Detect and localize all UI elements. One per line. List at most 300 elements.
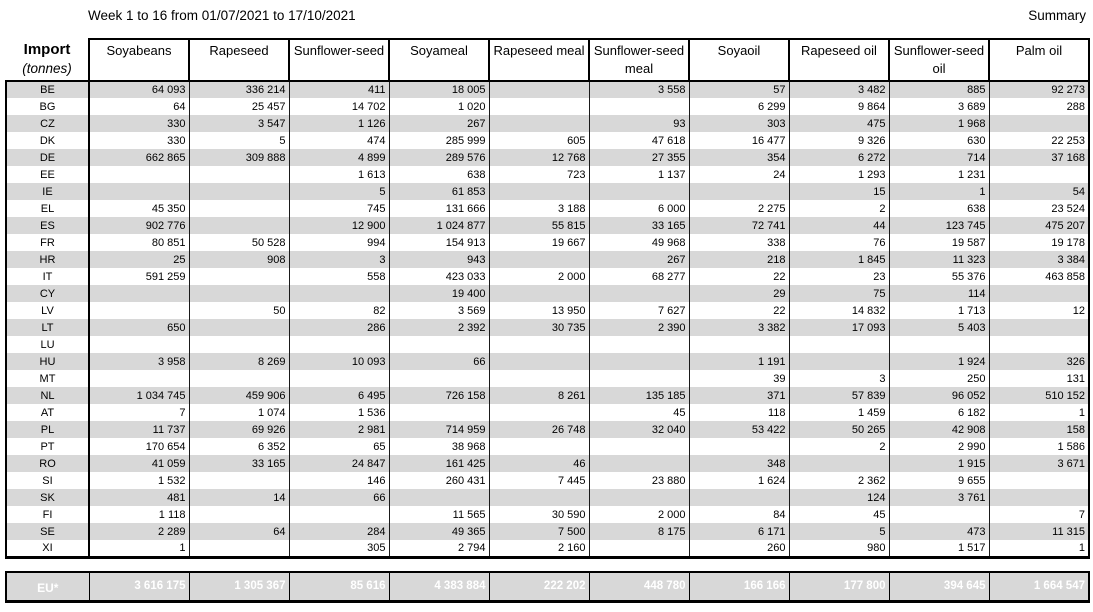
table-row [6, 489, 1089, 506]
value-cell: 75 [789, 285, 889, 302]
table-row [6, 387, 1089, 404]
value-cell: 38 968 [389, 438, 489, 455]
value-cell [589, 336, 689, 353]
table-row [6, 234, 1089, 251]
value-cell: 25 [89, 251, 189, 268]
value-cell: 39 [689, 370, 789, 387]
value-cell: 154 913 [389, 234, 489, 251]
value-cell: 1 586 [989, 438, 1089, 455]
value-cell: 7 [989, 506, 1089, 523]
value-cell: 6 495 [289, 387, 389, 404]
table-row [6, 302, 1089, 319]
value-cell: 76 [789, 234, 889, 251]
value-cell: 15 [789, 183, 889, 200]
value-cell [989, 472, 1089, 489]
value-cell: 630 [889, 132, 989, 149]
value-cell: 1 074 [189, 404, 289, 421]
table-row [6, 98, 1089, 115]
value-cell: 12 768 [489, 149, 589, 166]
value-cell: 2 275 [689, 200, 789, 217]
value-cell: 4 899 [289, 149, 389, 166]
value-cell: 714 [889, 149, 989, 166]
value-cell: 267 [589, 251, 689, 268]
value-cell: 72 741 [689, 217, 789, 234]
value-cell [389, 489, 489, 506]
value-cell: 1 020 [389, 98, 489, 115]
value-cell [189, 370, 289, 387]
value-cell: 80 851 [89, 234, 189, 251]
value-cell: 8 175 [589, 523, 689, 540]
value-cell: 309 888 [189, 149, 289, 166]
value-cell: 330 [89, 115, 189, 132]
country-cell: PT [6, 438, 89, 455]
value-cell: 9 864 [789, 98, 889, 115]
eu-total-value-cell: 222 202 [489, 572, 589, 602]
value-cell: 7 [89, 404, 189, 421]
value-cell [589, 285, 689, 302]
value-cell [789, 336, 889, 353]
table-row [6, 506, 1089, 523]
country-cell: CZ [6, 115, 89, 132]
eu-total-value-cell: 448 780 [589, 572, 689, 602]
value-cell [989, 319, 1089, 336]
value-cell [89, 336, 189, 353]
value-cell: 289 576 [389, 149, 489, 166]
value-cell: 131 666 [389, 200, 489, 217]
value-cell [89, 166, 189, 183]
value-cell: 2 [789, 438, 889, 455]
eu-total-value-cell: 4 383 884 [389, 572, 489, 602]
value-cell: 994 [289, 234, 389, 251]
column-header: Soyaoil [689, 39, 789, 81]
table-row [6, 421, 1089, 438]
value-cell: 64 [189, 523, 289, 540]
value-cell [189, 472, 289, 489]
value-cell: 11 315 [989, 523, 1089, 540]
value-cell: 24 [689, 166, 789, 183]
value-cell: 286 [289, 319, 389, 336]
value-cell: 50 528 [189, 234, 289, 251]
value-cell [289, 506, 389, 523]
country-cell: RO [6, 455, 89, 472]
value-cell: 6 299 [689, 98, 789, 115]
value-cell: 13 950 [489, 302, 589, 319]
table-row [6, 251, 1089, 268]
country-cell: LU [6, 336, 89, 353]
value-cell: 61 853 [389, 183, 489, 200]
value-cell: 47 618 [589, 132, 689, 149]
value-cell: 1 231 [889, 166, 989, 183]
value-cell [189, 336, 289, 353]
value-cell: 481 [89, 489, 189, 506]
table-row [6, 81, 1089, 98]
value-cell [689, 336, 789, 353]
value-cell: 5 [789, 523, 889, 540]
value-cell: 3 761 [889, 489, 989, 506]
value-cell: 68 277 [589, 268, 689, 285]
value-cell: 1 915 [889, 455, 989, 472]
value-cell: 885 [889, 81, 989, 98]
value-cell [89, 370, 189, 387]
value-cell [889, 336, 989, 353]
table-row [6, 540, 1089, 557]
value-cell: 348 [689, 455, 789, 472]
value-cell [389, 370, 489, 387]
value-cell: 11 323 [889, 251, 989, 268]
value-cell: 45 [589, 404, 689, 421]
eu-total-value-cell: 3 616 175 [89, 572, 189, 602]
column-header: Sunflower-seed meal [589, 39, 689, 81]
value-cell: 463 858 [989, 268, 1089, 285]
value-cell: 638 [389, 166, 489, 183]
value-cell: 19 178 [989, 234, 1089, 251]
value-cell: 662 865 [89, 149, 189, 166]
value-cell: 2 000 [489, 268, 589, 285]
eu-total-value-cell: 394 645 [889, 572, 989, 602]
value-cell: 6 171 [689, 523, 789, 540]
country-cell: XI [6, 540, 89, 557]
value-cell [989, 115, 1089, 132]
value-cell: 260 431 [389, 472, 489, 489]
value-cell: 2 392 [389, 319, 489, 336]
table-row [6, 523, 1089, 540]
value-cell: 6 272 [789, 149, 889, 166]
value-cell: 69 926 [189, 421, 289, 438]
country-cell: HR [6, 251, 89, 268]
eu-total-value-cell: 1 664 547 [989, 572, 1089, 602]
column-header: Rapeseed oil [789, 39, 889, 81]
value-cell [189, 506, 289, 523]
value-cell: 22 253 [989, 132, 1089, 149]
value-cell: 475 [789, 115, 889, 132]
value-cell: 473 [889, 523, 989, 540]
value-cell: 3 958 [89, 353, 189, 370]
value-cell [589, 183, 689, 200]
value-cell: 474 [289, 132, 389, 149]
value-cell: 745 [289, 200, 389, 217]
country-cell: SI [6, 472, 89, 489]
value-cell [189, 268, 289, 285]
value-cell [589, 370, 689, 387]
value-cell: 1 536 [289, 404, 389, 421]
value-cell: 2 794 [389, 540, 489, 557]
value-cell: 22 [689, 268, 789, 285]
value-cell: 26 748 [489, 421, 589, 438]
country-cell: LV [6, 302, 89, 319]
value-cell: 25 457 [189, 98, 289, 115]
value-cell [89, 302, 189, 319]
value-cell: 22 [689, 302, 789, 319]
import-summary-table [5, 38, 1090, 559]
table-row [6, 132, 1089, 149]
country-cell: PL [6, 421, 89, 438]
table-row [6, 217, 1089, 234]
value-cell: 57 839 [789, 387, 889, 404]
value-cell [189, 166, 289, 183]
country-cell: SK [6, 489, 89, 506]
value-cell: 53 422 [689, 421, 789, 438]
value-cell: 288 [989, 98, 1089, 115]
column-header: Sunflower-seed [289, 39, 389, 81]
value-cell: 44 [789, 217, 889, 234]
value-cell: 45 [789, 506, 889, 523]
value-cell: 1 293 [789, 166, 889, 183]
table-row [6, 353, 1089, 370]
value-cell: 371 [689, 387, 789, 404]
value-cell [989, 489, 1089, 506]
value-cell: 2 990 [889, 438, 989, 455]
value-cell: 96 052 [889, 387, 989, 404]
value-cell: 50 265 [789, 421, 889, 438]
value-cell: 1 [989, 404, 1089, 421]
value-cell: 338 [689, 234, 789, 251]
value-cell: 1 191 [689, 353, 789, 370]
value-cell: 123 745 [889, 217, 989, 234]
value-cell: 19 400 [389, 285, 489, 302]
value-cell [489, 404, 589, 421]
eu-total-label: EU* [6, 572, 89, 602]
value-cell: 423 033 [389, 268, 489, 285]
value-cell: 23 880 [589, 472, 689, 489]
value-cell: 5 [289, 183, 389, 200]
report-title: Week 1 to 16 from 01/07/2021 to 17/10/2021 [88, 8, 356, 23]
value-cell: 24 847 [289, 455, 389, 472]
value-cell: 330 [89, 132, 189, 149]
value-cell: 6 182 [889, 404, 989, 421]
value-cell: 2 [789, 200, 889, 217]
value-cell: 1 613 [289, 166, 389, 183]
value-cell: 11 737 [89, 421, 189, 438]
value-cell [489, 489, 589, 506]
top-bar [0, 5, 1093, 29]
value-cell [589, 98, 689, 115]
eu-total-value-cell: 1 305 367 [189, 572, 289, 602]
value-cell: 66 [389, 353, 489, 370]
value-cell: 92 273 [989, 81, 1089, 98]
value-cell: 16 477 [689, 132, 789, 149]
column-header: Rapeseed meal [489, 39, 589, 81]
value-cell: 30 735 [489, 319, 589, 336]
value-cell: 1 [89, 540, 189, 557]
value-cell: 18 005 [389, 81, 489, 98]
value-cell: 3 [789, 370, 889, 387]
value-cell: 7 500 [489, 523, 589, 540]
value-cell: 650 [89, 319, 189, 336]
value-cell: 726 158 [389, 387, 489, 404]
value-cell: 1 624 [689, 472, 789, 489]
country-cell: NL [6, 387, 89, 404]
corner-cell [6, 39, 89, 81]
value-cell: 638 [889, 200, 989, 217]
value-cell: 3 689 [889, 98, 989, 115]
value-cell: 1 713 [889, 302, 989, 319]
value-cell: 3 569 [389, 302, 489, 319]
value-cell: 50 [189, 302, 289, 319]
value-cell [589, 540, 689, 557]
value-cell: 475 207 [989, 217, 1089, 234]
column-header: Palm oil [989, 39, 1089, 81]
value-cell: 23 524 [989, 200, 1089, 217]
value-cell: 6 352 [189, 438, 289, 455]
eu-total-value-cell: 177 800 [789, 572, 889, 602]
value-cell: 3 558 [589, 81, 689, 98]
country-cell: CY [6, 285, 89, 302]
value-cell [189, 319, 289, 336]
value-cell: 11 565 [389, 506, 489, 523]
value-cell: 2 160 [489, 540, 589, 557]
value-cell [289, 370, 389, 387]
value-cell: 980 [789, 540, 889, 557]
value-cell: 605 [489, 132, 589, 149]
value-cell: 284 [289, 523, 389, 540]
value-cell: 3 671 [989, 455, 1089, 472]
table-row [6, 370, 1089, 387]
value-cell: 336 214 [189, 81, 289, 98]
value-cell [489, 336, 589, 353]
table-row [6, 404, 1089, 421]
value-cell: 2 289 [89, 523, 189, 540]
value-cell [489, 353, 589, 370]
value-cell: 45 350 [89, 200, 189, 217]
value-cell: 170 654 [89, 438, 189, 455]
value-cell [589, 489, 689, 506]
table-row [6, 438, 1089, 455]
value-cell: 1 517 [889, 540, 989, 557]
value-cell: 64 093 [89, 81, 189, 98]
value-cell: 354 [689, 149, 789, 166]
value-cell [389, 404, 489, 421]
value-cell [489, 115, 589, 132]
value-cell: 84 [689, 506, 789, 523]
value-cell: 8 261 [489, 387, 589, 404]
value-cell: 7 445 [489, 472, 589, 489]
value-cell: 19 667 [489, 234, 589, 251]
value-cell [789, 455, 889, 472]
value-cell [89, 183, 189, 200]
value-cell: 943 [389, 251, 489, 268]
value-cell: 3 382 [689, 319, 789, 336]
value-cell [889, 506, 989, 523]
value-cell: 32 040 [589, 421, 689, 438]
value-cell: 46 [489, 455, 589, 472]
value-cell: 1 034 745 [89, 387, 189, 404]
value-cell: 1 532 [89, 472, 189, 489]
value-cell: 1 126 [289, 115, 389, 132]
value-cell: 30 590 [489, 506, 589, 523]
value-cell: 285 999 [389, 132, 489, 149]
value-cell: 1 924 [889, 353, 989, 370]
value-cell: 118 [689, 404, 789, 421]
value-cell [289, 336, 389, 353]
value-cell [689, 438, 789, 455]
value-cell: 3 188 [489, 200, 589, 217]
value-cell: 12 [989, 302, 1089, 319]
value-cell: 902 776 [89, 217, 189, 234]
table-row [6, 319, 1089, 336]
value-cell: 23 [789, 268, 889, 285]
value-cell [689, 183, 789, 200]
eu-total-value-cell: 85 616 [289, 572, 389, 602]
value-cell: 9 326 [789, 132, 889, 149]
value-cell [489, 98, 589, 115]
value-cell: 1 024 877 [389, 217, 489, 234]
value-cell: 305 [289, 540, 389, 557]
value-cell: 146 [289, 472, 389, 489]
value-cell: 3 547 [189, 115, 289, 132]
table-row [6, 455, 1089, 472]
corner-title: Import [23, 41, 71, 58]
value-cell: 93 [589, 115, 689, 132]
value-cell [489, 183, 589, 200]
value-cell: 2 362 [789, 472, 889, 489]
value-cell [989, 336, 1089, 353]
value-cell: 27 355 [589, 149, 689, 166]
value-cell [589, 353, 689, 370]
value-cell [389, 336, 489, 353]
column-header: Sunflower-seed oil [889, 39, 989, 81]
country-cell: FI [6, 506, 89, 523]
value-cell: 2 390 [589, 319, 689, 336]
value-cell [489, 81, 589, 98]
value-cell: 8 269 [189, 353, 289, 370]
table-row [6, 200, 1089, 217]
value-cell: 908 [189, 251, 289, 268]
value-cell: 131 [989, 370, 1089, 387]
value-cell [689, 489, 789, 506]
value-cell: 459 906 [189, 387, 289, 404]
country-cell: BE [6, 81, 89, 98]
value-cell: 267 [389, 115, 489, 132]
value-cell: 161 425 [389, 455, 489, 472]
value-cell: 250 [889, 370, 989, 387]
value-cell: 510 152 [989, 387, 1089, 404]
value-cell: 124 [789, 489, 889, 506]
country-cell: AT [6, 404, 89, 421]
value-cell: 714 959 [389, 421, 489, 438]
value-cell: 65 [289, 438, 389, 455]
value-cell: 3 [289, 251, 389, 268]
value-cell: 114 [889, 285, 989, 302]
value-cell: 6 000 [589, 200, 689, 217]
value-cell: 54 [989, 183, 1089, 200]
import-summary-table-wrap [5, 38, 1088, 603]
table-row [6, 285, 1089, 302]
value-cell: 591 259 [89, 268, 189, 285]
value-cell [489, 285, 589, 302]
value-cell: 14 [189, 489, 289, 506]
value-cell: 17 093 [789, 319, 889, 336]
country-cell: EE [6, 166, 89, 183]
value-cell [189, 217, 289, 234]
value-cell: 49 968 [589, 234, 689, 251]
country-cell: IT [6, 268, 89, 285]
value-cell [89, 285, 189, 302]
country-cell: LT [6, 319, 89, 336]
table-row [6, 268, 1089, 285]
value-cell: 326 [989, 353, 1089, 370]
value-cell: 55 376 [889, 268, 989, 285]
value-cell: 5 [189, 132, 289, 149]
table-row [6, 149, 1089, 166]
value-cell: 3 482 [789, 81, 889, 98]
summary-label: Summary [1028, 8, 1086, 23]
value-cell: 2 000 [589, 506, 689, 523]
value-cell: 57 [689, 81, 789, 98]
eu-total-value-cell: 166 166 [689, 572, 789, 602]
value-cell: 9 655 [889, 472, 989, 489]
value-cell: 1 [989, 540, 1089, 557]
value-cell [489, 370, 589, 387]
